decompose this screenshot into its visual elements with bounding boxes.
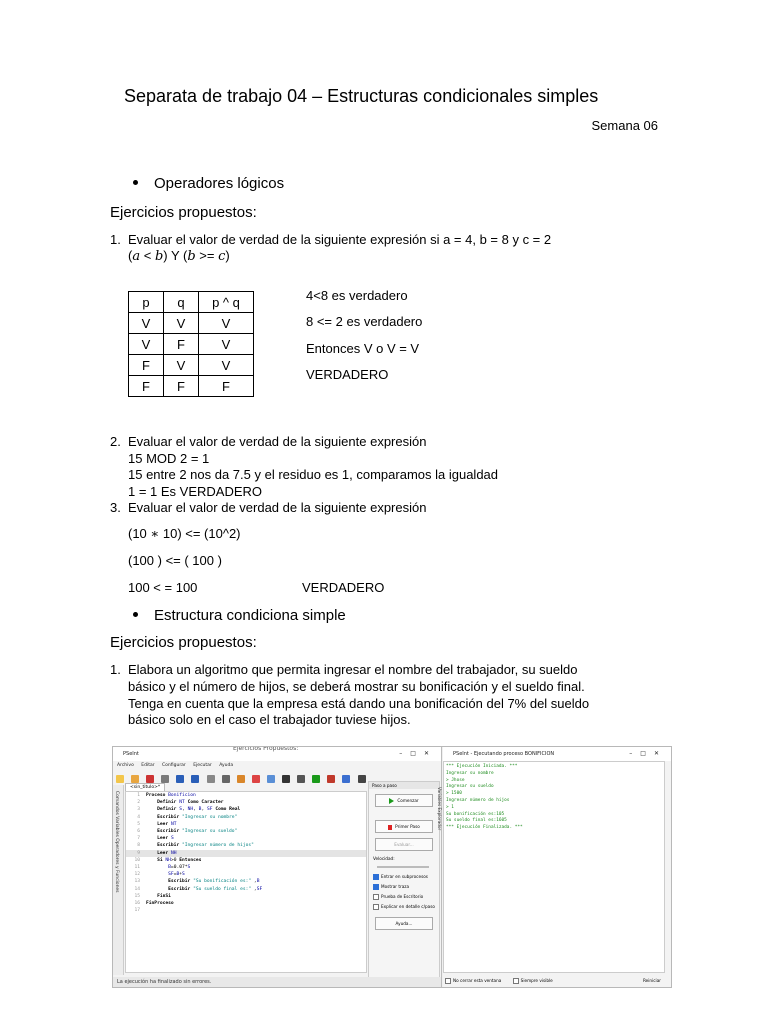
code-line [126, 842, 366, 849]
console-line: > 1 [446, 804, 454, 810]
exercise-3-statement: Evaluar el valor de verdad de la siguiente expresión [128, 500, 427, 515]
code-line [126, 835, 366, 842]
code-text: Escribir "Ingresar su nombre" [157, 814, 238, 820]
table-cell: F [164, 376, 199, 397]
table-row [129, 355, 254, 376]
editor-title: PSeInt [123, 751, 139, 757]
help-button[interactable]: Ayuda... [375, 917, 433, 930]
variables-vertical-tab[interactable]: Variables Explorador [437, 787, 442, 831]
editor-tab[interactable]: <sin_titulo>* [125, 783, 165, 792]
table-cell: V [164, 355, 199, 376]
code-text: Escribir "Ingresar su sueldo" [157, 829, 238, 835]
code-line [126, 886, 366, 893]
console-line: Ingresar número de hijos [446, 797, 510, 803]
exercise-1-number: 1. [110, 232, 121, 247]
checkbox[interactable] [445, 978, 451, 984]
new-file-icon[interactable] [116, 775, 124, 783]
line-number: 2 [137, 800, 140, 806]
code-text: SF=B+S [168, 872, 185, 878]
table-cell: V [199, 355, 254, 376]
code-text: B=0.07*S [168, 865, 191, 871]
line-number: 13 [134, 879, 140, 885]
save-as-icon[interactable] [161, 775, 169, 783]
checkbox[interactable] [373, 884, 379, 890]
checkbox[interactable] [373, 904, 379, 910]
menu-ayuda[interactable]: Ayuda [219, 763, 234, 768]
table-cell: F [129, 355, 164, 376]
exercise-4-line: Tenga en cuenta que la empresa está dando una bonificación del 7% del sueldo [128, 696, 590, 711]
line-number: 9 [137, 850, 140, 856]
code-line [126, 814, 366, 821]
checkbox[interactable] [373, 894, 379, 900]
console-line: Ingresar su nombre [446, 770, 494, 776]
window-controls[interactable]: –□✕ [629, 750, 667, 757]
week-label: Semana 06 [591, 118, 658, 133]
code-line [126, 878, 366, 885]
step-panel-header: Paso a paso [369, 782, 439, 789]
line-number: 8 [137, 843, 140, 849]
code-line [126, 871, 366, 878]
code-line [126, 792, 366, 799]
menu-editar[interactable]: Editar [141, 763, 155, 768]
console-line: > 1500 [446, 791, 462, 797]
play-icon [389, 798, 394, 804]
exercise-4-line: Elabora un algoritmo que permita ingresar el nombre del trabajador, su sueldo [128, 662, 578, 677]
line-number: 17 [134, 908, 140, 914]
keep-open-checkbox[interactable]: No cerrar esta ventana [445, 978, 501, 983]
code-text: Escribir "Ingresar número de hijos" [157, 843, 254, 849]
redo-icon[interactable] [191, 775, 199, 783]
console-line: Su bonificación es:105 [446, 811, 505, 817]
table-cell: V [199, 334, 254, 355]
section-heading-1: Ejercicios propuestos: [110, 204, 257, 221]
bullet-logical-operators [133, 175, 284, 192]
table-cell: V [129, 313, 164, 334]
line-number: 10 [134, 857, 140, 863]
exercise-3-expression-3: 100 < = 100 [128, 580, 198, 595]
exercise-4-line: básico y el número de hijos, se deberá mostrar su bonificación y el sueldo final. [128, 679, 585, 694]
console-line: > Jhose [446, 777, 465, 783]
console-titlebar [443, 747, 671, 761]
line-number: 7 [137, 836, 140, 842]
code-text: Si NH>0 Entonces [157, 857, 202, 863]
speed-label: Velocidad: [373, 856, 395, 861]
editor-titlebar [113, 747, 441, 761]
console-line: Ingresar su sueldo [446, 784, 494, 790]
exercise-3-expression-2: (100 ) <= ( 100 ) [128, 553, 222, 568]
step-icon [388, 825, 392, 830]
exercise-4-line: básico solo en el caso el trabajador tuviese hijos. [128, 712, 411, 727]
exercise-2-line: 1 = 1 Es VERDADERO [128, 484, 263, 499]
checkbox[interactable] [513, 978, 519, 984]
table-cell: V [164, 313, 199, 334]
exercise-3-number: 3. [110, 500, 121, 515]
table-row [129, 313, 254, 334]
code-text: Leer NH [157, 850, 177, 856]
console-footer [445, 976, 669, 986]
tools-icon[interactable] [297, 775, 305, 783]
editor-menubar [113, 761, 441, 770]
table-cell: V [199, 313, 254, 334]
step-icon[interactable] [327, 775, 335, 783]
option-desk-test[interactable]: Prueba de Escritorio [373, 894, 423, 900]
indent-icon[interactable] [252, 775, 260, 783]
copy-icon[interactable] [222, 775, 230, 783]
always-visible-checkbox[interactable]: Siempre visible [513, 978, 553, 983]
line-number: 6 [137, 829, 140, 835]
document-title: Separata de trabajo 04 – Estructuras condicionales simples [124, 86, 599, 106]
table-cell: p [129, 292, 164, 313]
code-text: Definir S, NH, B, SF Como Real [157, 807, 241, 813]
table-cell: q [164, 292, 199, 313]
console-output [443, 761, 665, 973]
left-side-tabs[interactable] [113, 785, 124, 975]
speed-slider[interactable] [377, 866, 429, 868]
line-number: 11 [134, 865, 140, 871]
pseint-editor-window [113, 747, 442, 987]
exercise-2-line: Evaluar el valor de verdad de la siguiente expresión [128, 434, 427, 449]
console-line: *** Ejecución Finalizada. *** [446, 825, 523, 831]
analysis-conclusion: VERDADERO [306, 367, 389, 382]
bullet-text: Operadores lógicos [154, 175, 285, 192]
option-explain[interactable]: Explicar en detalle c/paso [373, 904, 435, 910]
run-icon[interactable] [312, 775, 320, 783]
truth-table-header [129, 292, 254, 313]
evaluate-button[interactable]: Evaluar... [375, 838, 433, 851]
code-line [126, 806, 366, 813]
bullet-dot [133, 180, 138, 185]
exercise-1-expression: (a < b) Y (b >= c) [128, 248, 230, 264]
flowchart-icon[interactable] [282, 775, 290, 783]
code-text: Escribir "Su bonificación es:" ,B [168, 879, 260, 885]
status-bar: La ejecución ha finalizado sin errores. [113, 977, 441, 987]
side-tab-label: Comandos Variables Operadores y Funciones [114, 791, 119, 893]
code-text: FinProceso [146, 901, 174, 907]
menu-archivo[interactable]: Archivo [117, 763, 134, 768]
checkbox[interactable] [373, 874, 379, 880]
code-line [126, 821, 366, 828]
menu-ejecutar[interactable]: Ejecutar [193, 763, 212, 768]
code-line [126, 864, 366, 871]
line-number: 5 [137, 821, 140, 827]
exercise-2-number: 2. [110, 434, 121, 449]
code-line [126, 799, 366, 806]
analysis-line-1: 4<8 es verdadero [306, 288, 408, 303]
step-panel [368, 781, 440, 978]
debug-icon[interactable] [342, 775, 350, 783]
line-number: 1 [137, 793, 140, 798]
table-cell: F [129, 376, 164, 397]
console-line: Su sueldo final es:1605 [446, 818, 507, 824]
bullet-text: Estructura condiciona simple [154, 607, 346, 624]
analysis-line-2: 8 <= 2 es verdadero [306, 314, 423, 329]
line-number: 12 [134, 872, 140, 878]
code-line [126, 850, 366, 857]
table-cell: F [164, 334, 199, 355]
exercise-3-expression-1: (10 ∗ 10) <= (10^2) [128, 526, 241, 542]
exercise-4-number: 1. [110, 662, 121, 677]
exercise-2-line: 15 entre 2 nos da 7.5 y el residuo es 1, comparamos la igualdad [128, 467, 499, 482]
code-line [126, 893, 366, 900]
exercise-1-statement: Evaluar el valor de verdad de la siguiente expresión si a = 4, b = 8 y c = 2 [128, 232, 552, 247]
start-button[interactable]: Comenzar [375, 794, 433, 807]
code-line [126, 828, 366, 835]
exercise-3-result: VERDADERO [302, 580, 385, 595]
code-line [126, 900, 366, 907]
table-cell: p ^ q [199, 292, 254, 313]
code-line [126, 857, 366, 864]
table-cell: F [199, 376, 254, 397]
code-text: Leer S [157, 836, 174, 842]
paste-icon[interactable] [237, 775, 245, 783]
restart-button[interactable]: Reiniciar [642, 978, 661, 983]
bullet-dot [133, 612, 138, 617]
help-icon[interactable] [358, 775, 366, 783]
first-step-button[interactable]: Primer Paso [375, 820, 433, 833]
code-text: Definir NT Como Caracter [157, 800, 224, 806]
menu-configurar[interactable]: Configurar [162, 763, 186, 768]
code-text: Escribir "Su sueldo final es:" ,SF [168, 886, 263, 892]
console-title: PSeInt - Ejecutando proceso BONIFICION [453, 751, 555, 757]
table-cell: V [129, 334, 164, 355]
table-row [129, 334, 254, 355]
window-controls[interactable]: –□✕ [399, 750, 437, 757]
pseint-screenshot [112, 746, 672, 988]
line-number: 16 [134, 901, 140, 907]
pseint-console-window [443, 747, 671, 987]
code-text: FinSi [157, 893, 171, 899]
exercise-2-line: 15 MOD 2 = 1 [128, 451, 210, 466]
code-text: Proceso Bonificion [146, 793, 196, 798]
line-number: 3 [137, 807, 140, 813]
open-file-icon[interactable] [131, 775, 139, 783]
option-trace[interactable]: Mostrar traza [373, 884, 409, 890]
code-text: Leer NT [157, 821, 177, 827]
bullet-simple-conditional [133, 607, 346, 624]
truth-table [128, 291, 254, 397]
line-number: 4 [137, 814, 140, 820]
line-number: 15 [134, 893, 140, 899]
code-editor[interactable] [125, 791, 367, 973]
undo-icon[interactable] [176, 775, 184, 783]
console-line: *** Ejecución Iniciada. *** [446, 764, 518, 769]
table-row [129, 376, 254, 397]
search-icon[interactable] [267, 775, 275, 783]
line-number: 14 [134, 886, 140, 892]
overlapped-caption: Ejercicios Propuestos: [233, 746, 299, 752]
analysis-line-3: Entonces V o V = V [306, 341, 420, 356]
cut-icon[interactable] [207, 775, 215, 783]
save-icon[interactable] [146, 775, 154, 783]
section-heading-2: Ejercicios propuestos: [110, 634, 257, 651]
option-subprocesses[interactable]: Entrar en subprocesos [373, 874, 428, 880]
